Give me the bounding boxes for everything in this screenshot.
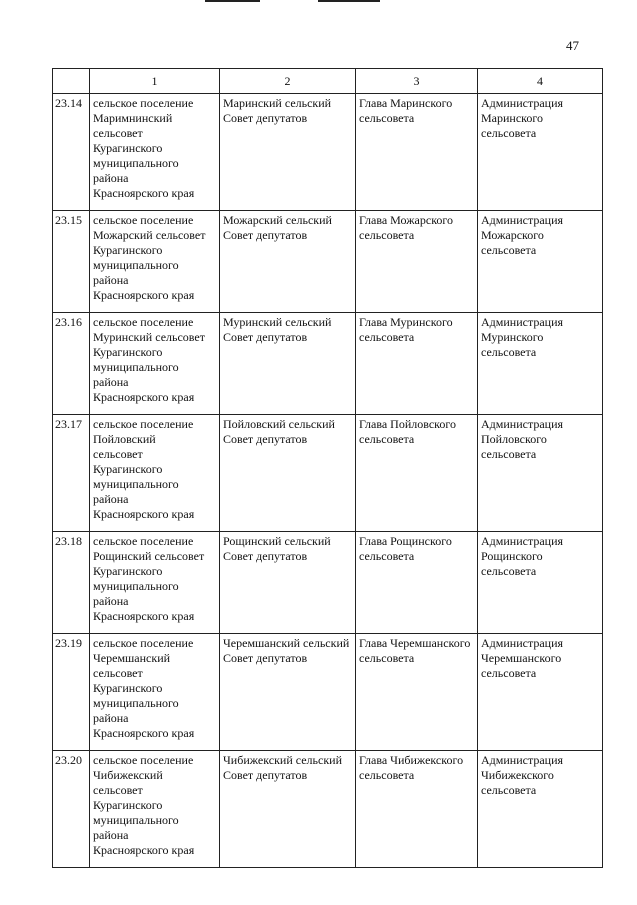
top-edge-mark-right <box>318 0 380 2</box>
council-cell: Пойловский сельский Совет депутатов <box>220 415 356 532</box>
settlement-cell: сельское поселение Можарский сельсовет Курагинского муниципального района Красноярского края <box>90 211 220 313</box>
table-row <box>53 634 603 751</box>
administration-cell: Администрация Можарского сельсовета <box>478 211 603 313</box>
head-cell: Глава Чибижекского сельсовета <box>356 751 478 868</box>
settlement-cell: сельское поселение Пойловский сельсовет Курагинского муниципального района Красноярского края <box>90 415 220 532</box>
head-cell: Глава Муринского сельсовета <box>356 313 478 415</box>
administration-cell: Администрация Рощинского сельсовета <box>478 532 603 634</box>
table-row <box>53 751 603 868</box>
header-cell-number <box>53 69 90 94</box>
administration-cell: Администрация Чибижекского сельсовета <box>478 751 603 868</box>
row-number: 23.17 <box>53 415 90 532</box>
row-number: 23.15 <box>53 211 90 313</box>
settlement-cell: сельское поселение Маримнинский сельсовет Курагинского муниципального района Красноярского края <box>90 94 220 211</box>
top-edge-mark-left <box>205 0 260 2</box>
header-cell-2: 2 <box>220 69 356 94</box>
table-row <box>53 532 603 634</box>
council-cell: Рощинский сельский Совет депутатов <box>220 532 356 634</box>
settlement-cell: сельское поселение Чибижекский сельсовет Курагинского муниципального района Красноярского края <box>90 751 220 868</box>
header-cell-3: 3 <box>356 69 478 94</box>
administration-cell: Администрация Муринского сельсовета <box>478 313 603 415</box>
head-cell: Глава Черемшанского сельсовета <box>356 634 478 751</box>
header-cell-1: 1 <box>90 69 220 94</box>
table-header-row <box>53 69 603 94</box>
head-cell: Глава Маринского сельсовета <box>356 94 478 211</box>
head-cell: Глава Рощинского сельсовета <box>356 532 478 634</box>
row-number: 23.16 <box>53 313 90 415</box>
settlement-cell: сельское поселение Муринский сельсовет Курагинского муниципального района Красноярского края <box>90 313 220 415</box>
row-number: 23.19 <box>53 634 90 751</box>
page-number: 47 <box>566 38 579 53</box>
settlement-cell: сельское поселение Черемшанский сельсовет Курагинского муниципального района Красноярского края <box>90 634 220 751</box>
head-cell: Глава Пойловского сельсовета <box>356 415 478 532</box>
row-number: 23.20 <box>53 751 90 868</box>
council-cell: Можарский сельский Совет депутатов <box>220 211 356 313</box>
municipal-bodies-table <box>52 68 603 868</box>
administration-cell: Администрация Черемшанского сельсовета <box>478 634 603 751</box>
table-row <box>53 94 603 211</box>
administration-cell: Администрация Пойловского сельсовета <box>478 415 603 532</box>
row-number: 23.18 <box>53 532 90 634</box>
row-number: 23.14 <box>53 94 90 211</box>
head-cell: Глава Можарского сельсовета <box>356 211 478 313</box>
header-cell-4: 4 <box>478 69 603 94</box>
table-row <box>53 415 603 532</box>
table-row <box>53 211 603 313</box>
administration-cell: Администрация Маринского сельсовета <box>478 94 603 211</box>
council-cell: Черемшанский сельский Совет депутатов <box>220 634 356 751</box>
council-cell: Чибижекский сельский Совет депутатов <box>220 751 356 868</box>
council-cell: Маринский сельский Совет депутатов <box>220 94 356 211</box>
settlement-cell: сельское поселение Рощинский сельсовет Курагинского муниципального района Красноярского края <box>90 532 220 634</box>
council-cell: Муринский сельский Совет депутатов <box>220 313 356 415</box>
table-row <box>53 313 603 415</box>
